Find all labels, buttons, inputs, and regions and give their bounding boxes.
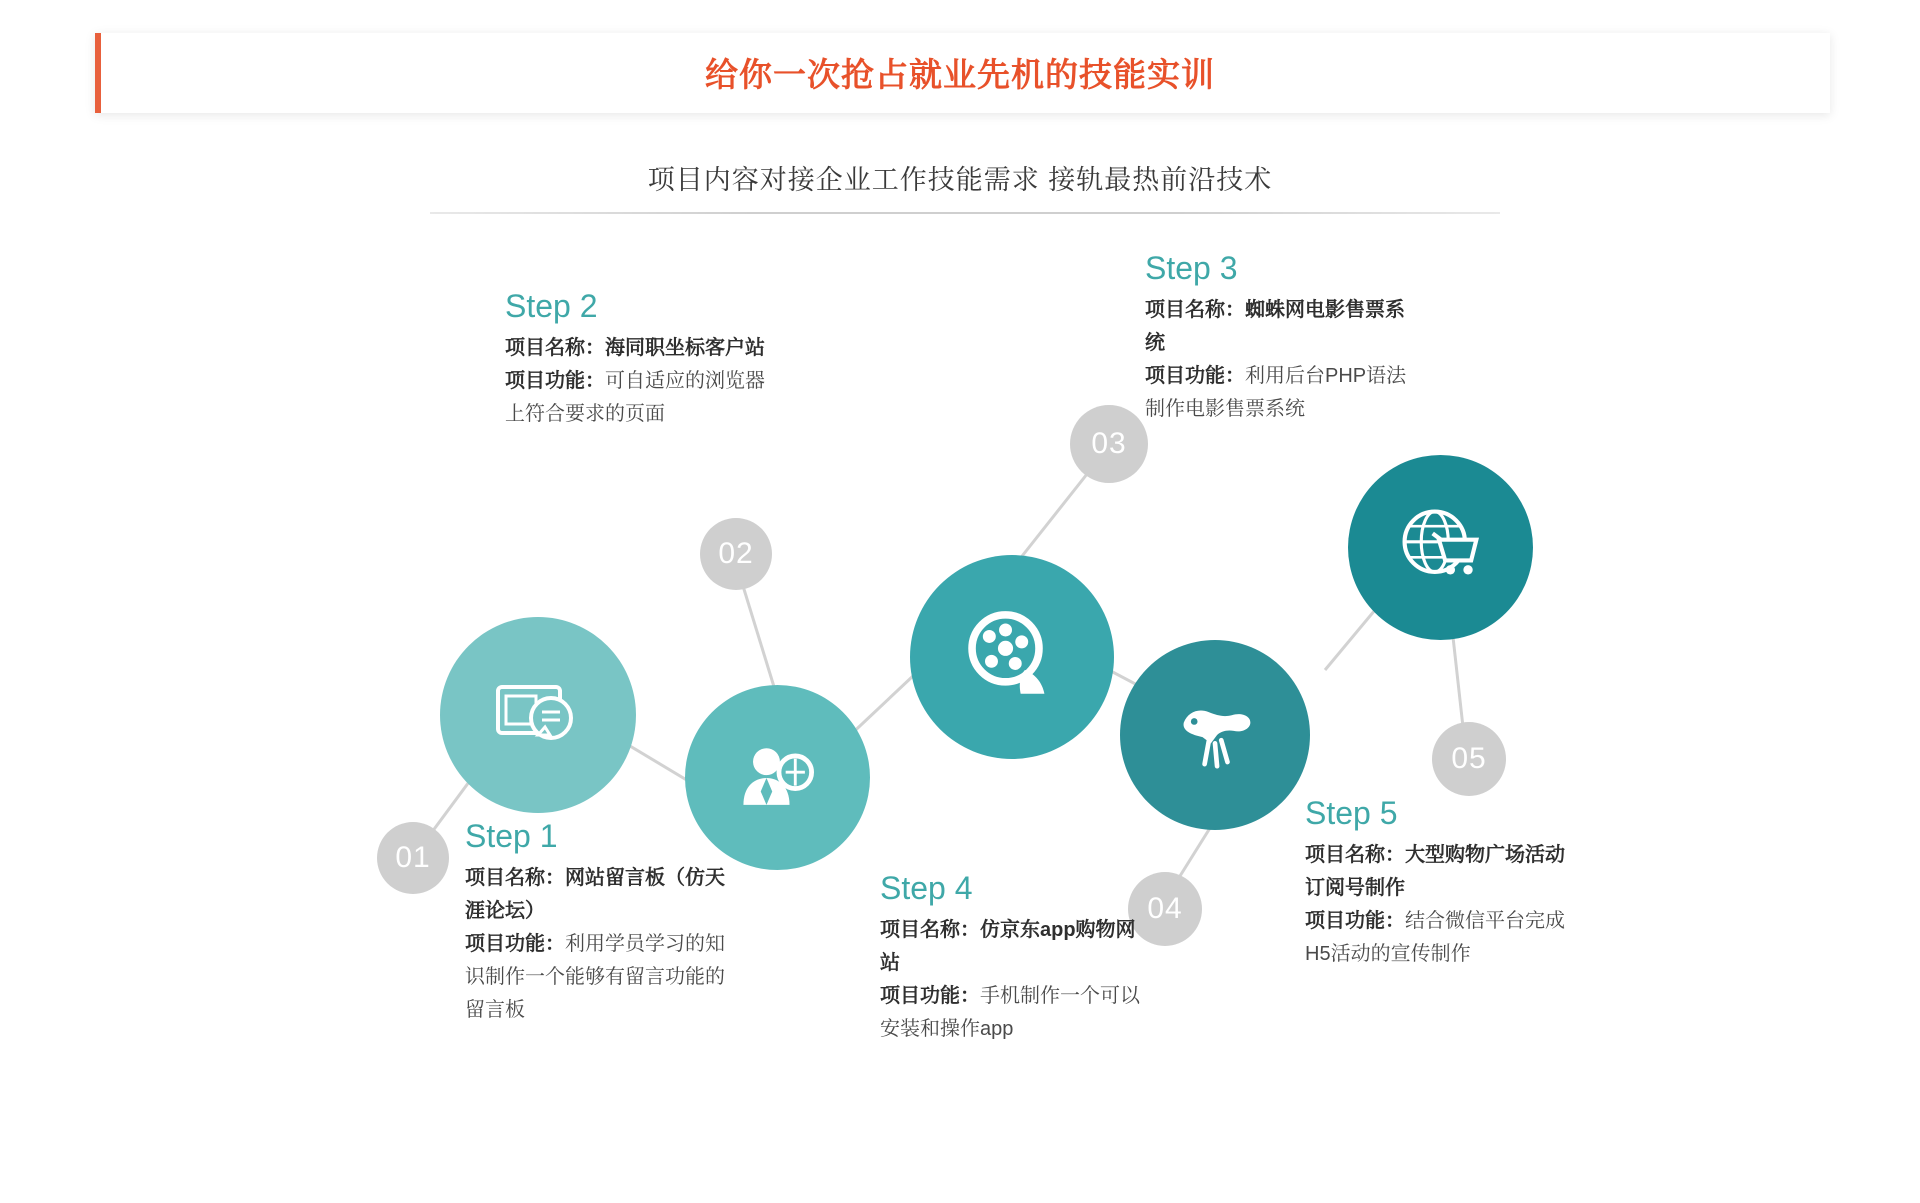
step-node-1[interactable] [440,617,636,813]
step-name-value-1: 网站留言板（仿天涯论坛） [465,867,725,922]
step-func-label-5: 项目功能： [1305,910,1405,932]
step-name-label-4: 项目名称： [880,919,980,941]
step-name-4 [880,914,1145,980]
step-name-label-1: 项目名称： [465,867,565,889]
step-badge-2: 02 [700,518,772,590]
step-name-label-3: 项目名称： [1145,299,1245,321]
step-text-1 [465,818,735,1027]
jd-dog-icon [1163,683,1267,787]
step-text-3 [1145,250,1410,426]
step-func-value-4: 手机制作一个可以安装和操作app [880,985,1140,1040]
step-badge-5: 05 [1432,722,1506,796]
step-func-label-3: 项目功能： [1145,365,1245,387]
step-badge-4: 04 [1128,872,1202,946]
page-subtitle: 项目内容对接企业工作技能需求 接轨最热前沿技术 [647,165,1273,195]
step-func-value-1: 利用学员学习的知识制作一个能够有留言功能的留言板 [465,933,725,1021]
step-text-2 [505,288,770,431]
step-badge-1: 01 [377,822,449,894]
step-func-label-2: 项目功能： [505,370,605,392]
step-name-value-2: 海同职坐标客户站 [605,337,765,359]
step-node-3[interactable] [910,555,1114,759]
step-func-value-3: 利用后台PHP语法制作电影售票系统 [1145,365,1407,420]
step-name-1 [465,862,735,928]
step-badge-3: 03 [1070,405,1148,483]
step-title-3: Step 3 [1145,250,1238,286]
step-func-5 [1305,905,1575,971]
step-func-3 [1145,360,1410,426]
film-reel-icon [958,603,1066,711]
step-text-4 [880,870,1145,1046]
step-node-5[interactable] [1348,455,1533,640]
globe-cart-icon [1389,496,1493,600]
user-profile-icon [730,730,826,826]
step-title-2: Step 2 [505,288,598,324]
step-func-label-4: 项目功能： [880,985,980,1007]
step-title-4: Step 4 [880,870,973,906]
step-name-5 [1305,839,1575,905]
step-func-value-5: 结合微信平台完成H5活动的宣传制作 [1305,910,1565,965]
step-title-1: Step 1 [465,818,558,854]
step-name-3 [1145,294,1410,360]
step-title-5: Step 5 [1305,795,1398,831]
step-name-value-3: 蜘蛛网电影售票系统 [1145,299,1405,354]
step-name-value-4: 仿京东app购物网站 [880,919,1136,974]
step-text-5 [1305,795,1575,971]
step-func-label-1: 项目功能： [465,933,565,955]
step-name-label-2: 项目名称： [505,337,605,359]
step-func-1 [465,928,735,1027]
page-title: 给你一次抢占就业先机的技能实训 [705,56,1215,93]
step-name-2 [505,332,770,365]
step-func-value-2: 可自适应的浏览器上符合要求的页面 [505,370,765,425]
step-func-2 [505,365,770,431]
step-func-4 [880,980,1145,1046]
step-name-value-5: 大型购物广场活动订阅号制作 [1305,844,1565,899]
step-name-label-5: 项目名称： [1305,844,1405,866]
message-board-icon [488,665,588,765]
step-node-4[interactable] [1120,640,1310,830]
